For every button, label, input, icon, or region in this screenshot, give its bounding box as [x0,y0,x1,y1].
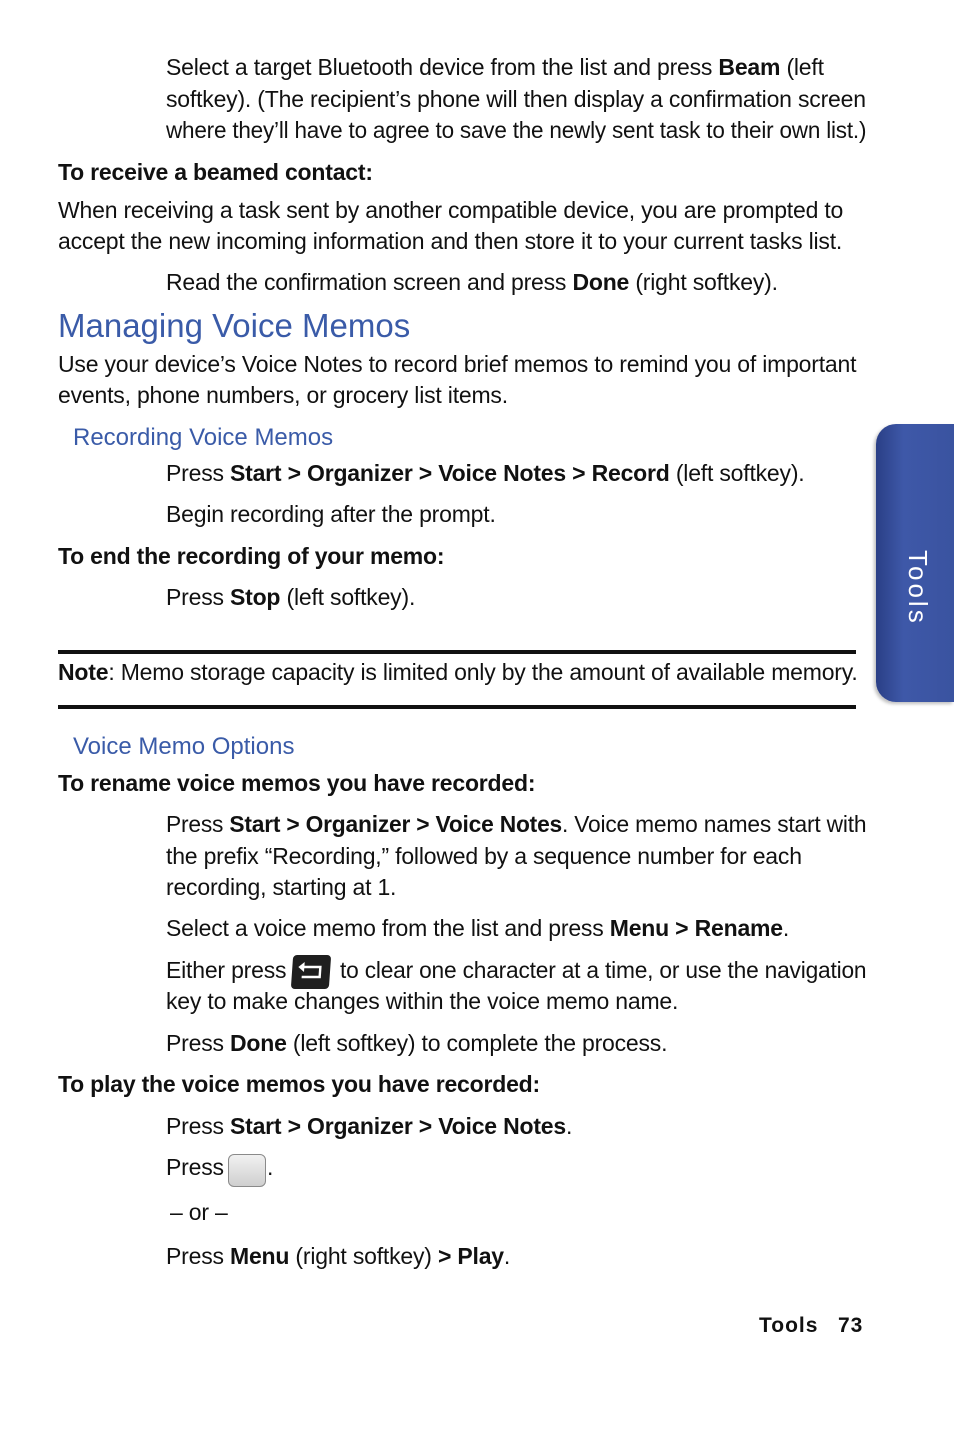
rename-step-3-pre: Either press [166,957,287,983]
receive-para-line-2: accept the new incoming information and then store it to your current tasks list. [58,228,843,254]
note-bottom-rule [58,705,856,709]
receive-para-line-1: When receiving a task sent by another compatible device, you are prompted to [58,197,844,223]
rename-step-3-line-2: key to make changes within the voice memo name. [166,988,679,1014]
chapter-side-tab-label: Tools [903,550,933,626]
footer-page-number: 73 [838,1314,864,1337]
play-step-2-post: . [267,1154,274,1180]
rename-step-1-line-2: the prefix “Recording,” followed by a sequence number for each [166,843,802,869]
play-step-3: Press Menu (right softkey) > Play. [166,1243,511,1269]
back-key-icon [291,955,331,989]
rename-step-4: Press Done (left softkey) to complete the process. [166,1030,668,1056]
receive-heading: To receive a beamed contact: [58,159,373,185]
rename-heading: To rename voice memos you have recorded: [58,770,536,796]
receive-step: Read the confirmation screen and press Done (right softkey). [166,269,778,295]
recording-step-2: Begin recording after the prompt. [166,501,496,527]
end-recording-heading: To end the recording of your memo: [58,543,445,569]
note-top-rule [58,650,856,654]
section-title-managing: Managing Voice Memos [58,307,411,344]
back-arrow-glyph [291,955,331,989]
play-step-2-press: Press [166,1154,224,1180]
intro-line-1: Select a target Bluetooth device from the list and press Beam (left [166,54,824,80]
rename-step-1-line-3: recording, starting at 1. [166,874,397,900]
stop-step: Press Stop (left softkey). [166,584,416,610]
managing-para-line-2: events, phone numbers, or grocery list items. [58,382,508,408]
rename-step-2: Select a voice memo from the list and press Menu > Rename. [166,915,790,941]
intro-line-3: where they’ll have to agree to save the newly sent task to their own list.) [166,117,867,143]
subsection-title-recording: Recording Voice Memos [73,424,334,451]
or-separator: – or – [170,1199,228,1225]
managing-para-line-1: Use your device’s Voice Notes to record brief memos to remind you of important [58,351,857,377]
subsection-title-options: Voice Memo Options [73,733,295,760]
footer-section: Tools [759,1314,819,1337]
intro-line-2: softkey). (The recipient’s phone will then display a confirmation screen [166,86,866,112]
rename-step-3-post: to clear one character at a time, or use the navigation [340,957,867,983]
recording-step-1: Press Start > Organizer > Voice Notes > Record (left softkey). [166,460,805,486]
play-heading: To play the voice memos you have recorded: [58,1071,540,1097]
rename-step-1-line-1: Press Start > Organizer > Voice Notes. Voice memo names start with [166,811,867,837]
play-step-1: Press Start > Organizer > Voice Notes. [166,1113,573,1139]
note-text: Note: Memo storage capacity is limited only by the amount of available memory. [58,659,858,685]
ok-key-icon [228,1154,266,1187]
